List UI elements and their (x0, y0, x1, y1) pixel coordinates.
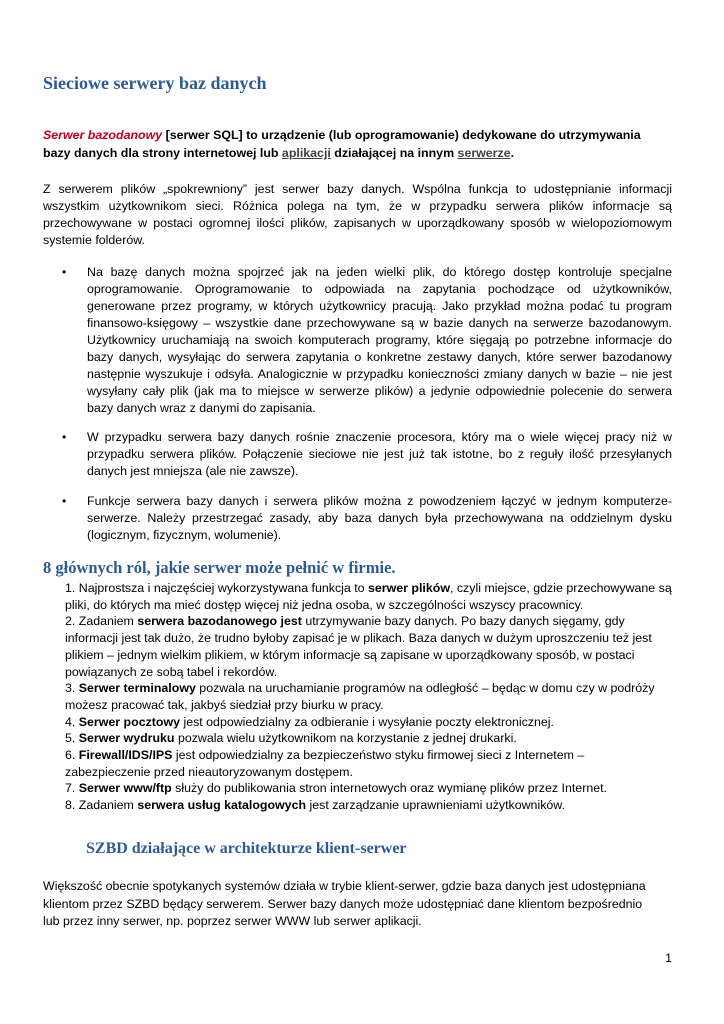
bullet-marker: • (62, 430, 67, 444)
bullet-marker: • (62, 265, 67, 279)
intro-paragraph: Z serwerem plików „spokrewniony” jest serwer bazy danych. Wspólna funkcja to udostępnianie informacji wszystkim użytkownikom sieci. Różnica polega na tym, że w przypadku serwera plików informacje są przechowywane w postaci ogromnej ilości plików, zapisanych w uporządkowany sposób w wielopoziomowym systemie folderów. (43, 182, 672, 247)
definition-text-2: działającej na innym (330, 146, 458, 160)
role-name: serwera usług katalogowych (137, 798, 307, 813)
role-item-6 (65, 747, 672, 780)
bullet-item-1: Na bazę danych można spojrzeć jak na jeden wielki plik, do którego dostęp kontroluje specjalne oprogramowanie. Oprogramowanie to odpowiada na zapytania pochodzące od użytkowników, generowane przez programy, w których użytkownicy pracują. Jako przykład można podać tu program finansowo-księgowy – wszystkie dane przechowywane są w bazie danych na serwerze bazodanowym. Użytkownicy uruchamiają na swoich komputerach programy, które sięgają po potrzebne informacje do bazy danych, wysyłając do serwera zapytania o konkretne zestawy danych, które serwer bazodanowy następnie wyszukuje i odsyła. Analogicznie w przypadku konieczności zmiany danych w bazie – nie jest wysyłany cały plik (jak ma to miejsce w serwerze plików) a jedynie odpowiednie polecenie do serwera bazy danych wraz z danymi do zapisania. (87, 265, 672, 415)
role-name: Firewall/IDS/IPS (78, 748, 173, 763)
role-text: , czyli miejsce, gdzie przechowywane są pliki, do których ma mieć dostęp więcej niż jedna osoba, w szczególności wszyscy pracownicy. (65, 581, 672, 612)
role-text: 2. Zadaniem (65, 614, 138, 629)
role-item-3 (65, 680, 672, 713)
role-text: służy do publikowania stron internetowych oraz wymianę plików przez Internet. (171, 781, 607, 796)
role-name: serwer plików (368, 581, 450, 595)
definition-term: Serwer bazodanowy (43, 128, 163, 142)
definition-end: . (510, 146, 515, 160)
role-name: Serwer terminalowy (78, 681, 196, 696)
role-name: serwera bazodanowego jest (137, 614, 302, 629)
role-name: Serwer wydruku (78, 731, 175, 746)
role-name: Serwer pocztowy (78, 714, 180, 729)
definition-text-1: [serwer SQL] to urządzenie (lub oprogramowanie) dedykowane do utrzymywania bazy danych dla strony internetowej lub (43, 128, 641, 160)
role-text: jest zarządzanie uprawnieniami użytkowników. (306, 798, 565, 813)
closing-paragraph: Większość obecnie spotykanych systemów działa w trybie klient-serwer, gdzie baza danych jest udostępniana klientom przez SZBD będący serwerem. Serwer bazy danych może udostępniać dane klientom bezpośrednio lub przez inny serwer, np. poprzez serwer WWW lub serwer aplikacji. (43, 879, 646, 928)
page-title: Sieciowe serwery baz danych (43, 73, 267, 93)
role-text: utrzymywanie bazy danych. Po bazy danych sięgamy, gdy informacji jest tak dużo, że trudno byłoby zapisać je w plikach. Baza danych w dużym uproszczeniu też jest plikiem – jednym wielkim plikiem, w którym informacje są zapisane w uporządkowany sposób, w postaci powiązanych ze sobą tabel i rekordów. (65, 614, 652, 679)
role-text: 4. (65, 714, 79, 729)
role-item-5 (65, 730, 672, 747)
role-text: 3. (65, 681, 79, 696)
role-text: jest odpowiedzialny za bezpieczeństwo styku firmowej sieci z Internetem – zabezpieczenie przed nieautoryzowanym dostępem. (65, 748, 585, 779)
link-serwerze[interactable]: serwerze (457, 146, 511, 160)
roles-list (65, 580, 672, 814)
role-item-1 (65, 580, 672, 613)
role-item-8 (65, 797, 672, 814)
section-heading-roles: 8 głównych ról, jakie serwer może pełnić w firmie. (43, 558, 396, 577)
bullet-marker: • (62, 494, 67, 508)
section-heading-szbd: SZBD działające w architekturze klient-serwer (86, 840, 407, 857)
role-text: pozwala na uruchamianie programów na odległość – będąc w domu czy w podróży możesz pracować tak, jakbyś siedział przy biurku w pracy. (65, 681, 655, 712)
role-text: 8. Zadaniem (65, 798, 138, 813)
role-name: Serwer www/ftp (78, 781, 172, 796)
role-text: 6. (65, 748, 79, 763)
role-text: pozwala wielu użytkownikom na korzystanie z jednej drukarki. (174, 731, 517, 746)
role-text: jest odpowiedzialny za odbieranie i wysyłanie poczty elektronicznej. (180, 714, 554, 729)
role-item-2 (65, 613, 672, 680)
role-text: 1. Najprostsza i najczęściej wykorzystywana funkcja to (65, 581, 369, 595)
page-number: 1 (665, 951, 672, 965)
role-text: 5. (65, 731, 79, 746)
link-aplikacji[interactable]: aplikacji (281, 146, 331, 160)
definition-paragraph (43, 126, 643, 162)
role-text: 7. (65, 781, 79, 796)
role-item-4 (65, 714, 672, 731)
role-item-7 (65, 780, 672, 797)
bullet-item-3: Funkcje serwera bazy danych i serwera plików można z powodzeniem łączyć w jednym komputerze-serwerze. Należy przestrzegać zasady, aby baza danych była przechowywana na oddzielnym dysku (logicznym, fizycznym, wolumenie). (87, 494, 672, 542)
bullet-item-2: W przypadku serwera bazy danych rośnie znaczenie procesora, który ma o wiele więcej pracy niż w przypadku serwera plików. Połączenie sieciowe nie jest już tak istotne, bo z reguły ilość przesyłanych danych jest mniejsza (ale nie zawsze). (87, 430, 672, 478)
